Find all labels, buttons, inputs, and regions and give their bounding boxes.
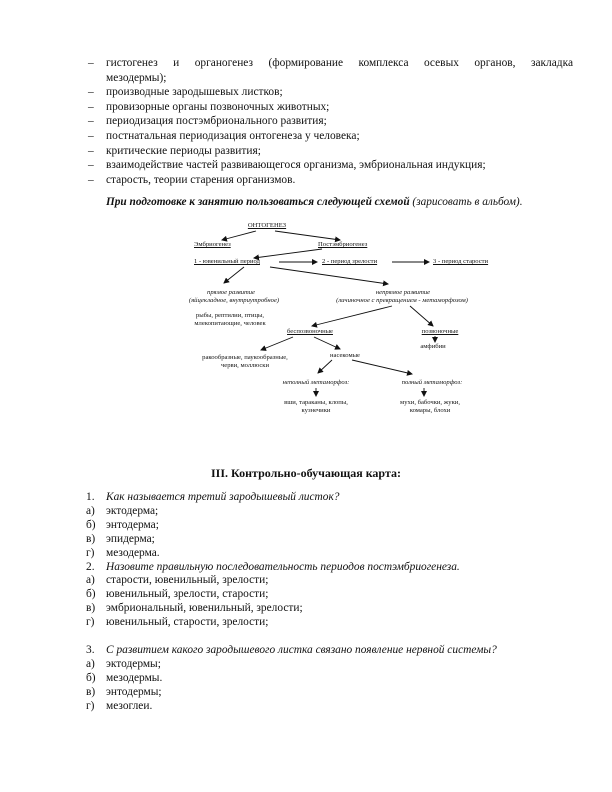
diagram-direct-animals: рыбы, рептилии, птицы, bbox=[195, 312, 265, 319]
diagram-incomplete-examples: вши, тараканы, клопы, bbox=[284, 399, 348, 406]
diagram-direct-subtitle: (яйцекладное, внутриутробное) bbox=[188, 297, 280, 304]
diagram-node-vertebrates: позвоночные bbox=[421, 328, 459, 335]
arrow-insects-to-complete bbox=[352, 360, 412, 374]
option-letter: г) bbox=[86, 699, 95, 712]
option-letter: в) bbox=[86, 685, 96, 698]
list-item-text: взаимодействие частей развивающегося организма, эмбриональная индукция; bbox=[106, 159, 486, 172]
arrow-postembryo-to-period1 bbox=[254, 249, 322, 258]
instruction-emphasis: При подготовке к занятию пользоваться следующей схемой bbox=[106, 196, 410, 208]
diagram-node-indirect-development: непрямое развитие bbox=[375, 289, 431, 296]
arrow-insects-to-incomplete bbox=[318, 360, 332, 373]
answer-option bbox=[86, 505, 497, 519]
diagram-node-embryogenesis: Эмбриогенез bbox=[194, 241, 231, 248]
answer-option bbox=[86, 547, 497, 561]
option-letter: г) bbox=[86, 546, 95, 559]
list-item-text: старость, теории старения организмов. bbox=[106, 173, 296, 186]
option-text: эктодермы; bbox=[106, 657, 161, 670]
option-letter: г) bbox=[86, 616, 95, 629]
option-text: старости, ювенильный, зрелости; bbox=[106, 574, 269, 587]
question bbox=[86, 644, 497, 658]
diagram-invertebrate-animals: ракообразные, паукообразные, bbox=[202, 354, 288, 361]
diagram-node-postembryogenesis: Постэмбриогенез bbox=[318, 241, 368, 248]
diagram-complete-examples: мухи, бабочки, жуки, bbox=[400, 399, 460, 406]
list-marker: – bbox=[88, 57, 94, 69]
question-text: Назовите правильную последовательность периодов постэмбриогенеза. bbox=[106, 560, 460, 573]
option-letter: б) bbox=[86, 588, 96, 601]
option-text: ювенильный, старости, зрелости; bbox=[106, 616, 269, 629]
answer-option bbox=[86, 602, 497, 616]
arrow-invertebrates-to-insects bbox=[314, 337, 340, 349]
list-item-text: постнатальная периодизация онтогенеза у человека; bbox=[106, 129, 360, 142]
question-number: 2. bbox=[86, 560, 95, 573]
question-text: Как называется третий зародышевый листок? bbox=[106, 491, 340, 503]
answer-option bbox=[86, 533, 497, 547]
list-marker: – bbox=[88, 159, 94, 172]
list-item-text: провизорные органы позвоночных животных; bbox=[106, 100, 330, 113]
list-marker: – bbox=[88, 144, 94, 157]
diagram-root-ontogenesis: ОНТОГЕНЕЗ bbox=[247, 222, 287, 229]
arrow-indirect-to-vertebrates bbox=[410, 306, 433, 326]
answer-option bbox=[86, 672, 497, 686]
answer-option bbox=[86, 658, 497, 672]
diagram-incomplete-examples-continued: кузнечики bbox=[301, 407, 331, 414]
answer-option bbox=[86, 686, 497, 700]
option-text: мезодермы. bbox=[106, 671, 163, 684]
list-item-text: критические периоды развития; bbox=[106, 144, 261, 157]
question bbox=[86, 491, 497, 505]
arrow-indirect-to-invertebrates bbox=[312, 306, 392, 326]
option-letter: а) bbox=[86, 504, 95, 517]
diagram-node-maturity-period: 2 - период зрелости bbox=[322, 258, 378, 265]
list-marker: – bbox=[88, 129, 94, 142]
question-text: С развитием какого зародышевого листка связано появление нервной системы? bbox=[106, 644, 497, 657]
list-marker: – bbox=[88, 86, 94, 99]
diagram-node-direct-development: прямое развитие bbox=[207, 289, 255, 296]
option-text: энтодерма; bbox=[106, 518, 159, 531]
list-marker: – bbox=[88, 100, 94, 113]
arrow-root-to-embryo bbox=[222, 231, 256, 240]
diagram-node-incomplete-metamorphosis: неполный метаморфоз: bbox=[282, 379, 350, 386]
instruction-note: (зарисовать в альбом). bbox=[409, 196, 523, 208]
arrow-root-to-postembryo bbox=[275, 231, 340, 240]
answer-option bbox=[86, 574, 497, 588]
arrow-period1-to-indirect bbox=[270, 267, 388, 284]
option-letter: в) bbox=[86, 602, 96, 615]
question-number: 1. bbox=[86, 491, 95, 503]
option-letter: а) bbox=[86, 574, 95, 587]
answer-option bbox=[86, 616, 497, 630]
option-letter: б) bbox=[86, 671, 96, 684]
diagram-indirect-subtitle: (личиночное с превращением - метаморфозом) bbox=[336, 297, 468, 304]
option-text: ювенильный, зрелости, старости; bbox=[106, 588, 269, 601]
list-item-text-continued: мезодермы); bbox=[106, 71, 167, 84]
diagram-node-old-age-period: 3 - период старости bbox=[433, 258, 489, 265]
spacer bbox=[86, 630, 497, 644]
list-marker: – bbox=[88, 115, 94, 128]
arrow-invertebrates-to-other bbox=[261, 337, 293, 350]
option-text: эпидерма; bbox=[106, 532, 155, 545]
option-text: эмбриональный, ювенильный, зрелости; bbox=[106, 602, 303, 615]
diagram-node-invertebrates: беспозвоночные bbox=[287, 328, 333, 335]
diagram-node-amphibians: амфибии bbox=[420, 343, 446, 350]
diagram-complete-examples-continued: комары, блохи bbox=[409, 407, 451, 414]
option-letter: в) bbox=[86, 532, 96, 545]
list-item-text: периодизация постэмбрионального развития; bbox=[106, 115, 327, 128]
diagram-direct-animals-continued: млекопитающие, человек bbox=[194, 320, 266, 327]
list-item-text: производные зародышевых листков; bbox=[106, 86, 283, 99]
option-text: эктодерма; bbox=[106, 504, 159, 517]
option-letter: а) bbox=[86, 657, 95, 670]
question bbox=[86, 561, 497, 575]
arrow-period1-to-direct bbox=[224, 267, 244, 283]
answer-option bbox=[86, 700, 497, 714]
option-text: мезодерма. bbox=[106, 546, 160, 559]
diagram-node-complete-metamorphosis: полный метаморфоз: bbox=[401, 379, 463, 386]
diagram-invertebrate-animals-continued: черви, моллюски bbox=[220, 362, 270, 369]
answer-option bbox=[86, 519, 497, 533]
option-text: энтодермы; bbox=[106, 685, 162, 698]
section-title: III. Контрольно-обучающая карта: bbox=[211, 466, 401, 480]
list-marker: – bbox=[88, 173, 94, 186]
quiz-card bbox=[86, 491, 497, 714]
question-number: 3. bbox=[86, 644, 95, 657]
diagram-node-insects: насекомые bbox=[330, 352, 360, 359]
answer-option bbox=[86, 588, 497, 602]
diagram-node-juvenile-period: 1 - ювенильный период bbox=[194, 258, 260, 265]
option-letter: б) bbox=[86, 518, 96, 531]
list-item-text: гистогенез и органогенез (формирование комплекса осевых органов, закладка bbox=[106, 57, 573, 69]
option-text: мезоглеи. bbox=[106, 699, 153, 712]
